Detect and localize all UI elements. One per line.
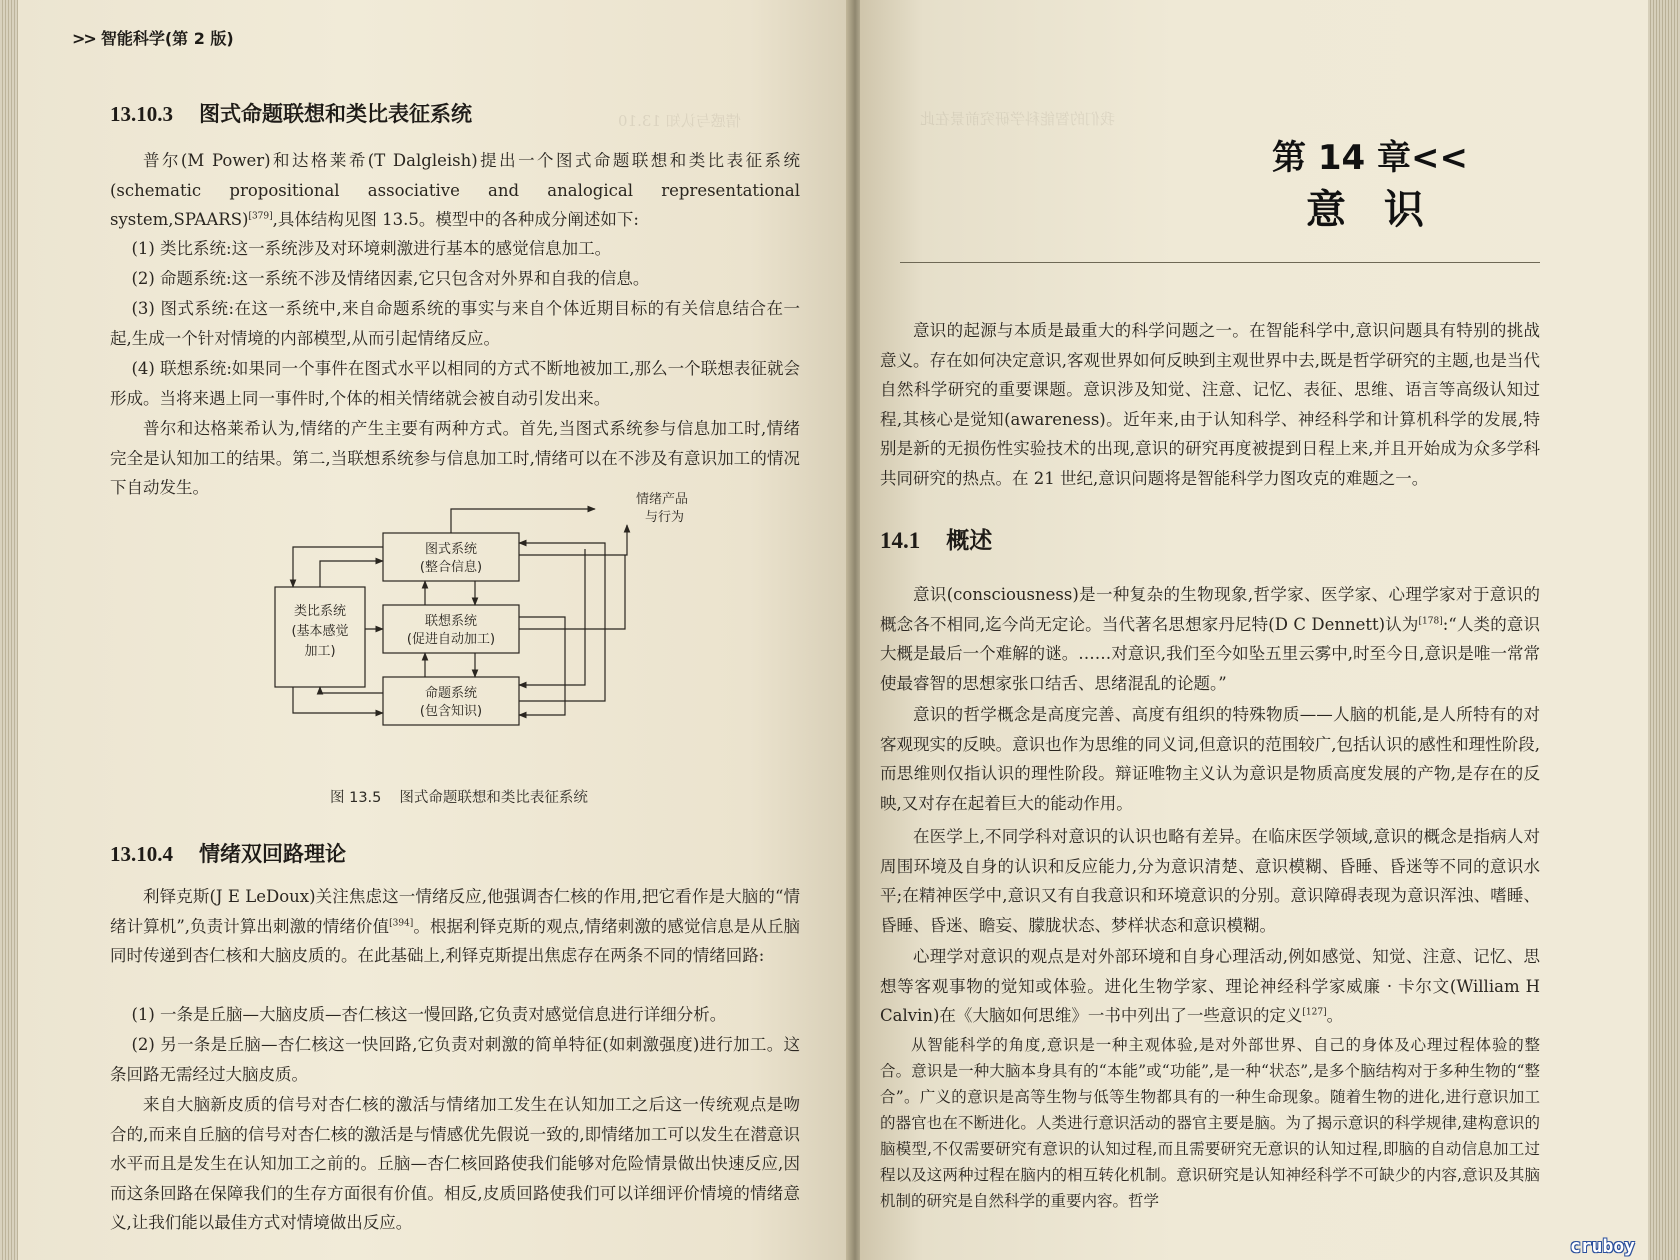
chevron-icon: >> [72, 29, 95, 48]
analog-box-sublabel: (基本感觉 [291, 624, 349, 639]
prop-box-sublabel: (包含知识) [419, 704, 483, 719]
analog-box-label: 类比系统 [293, 604, 347, 619]
prop-to-schema-loop [519, 543, 605, 701]
book-title: 智能科学(第 2 版) [100, 29, 234, 48]
closing-paragraph: 普尔和达格莱希认为,情绪的产生主要有两种方式。首先,当图式系统参与信息加工时,情绪完全是认知加工的结果。第二,当联想系统参与信息加工时,情绪可以在不涉及有意识加工的情况下自动发生。 [110, 419, 800, 497]
analog-box-sublabel2: 加工) [304, 644, 336, 659]
assoc-loop-line [519, 555, 625, 629]
intelligence-science-paragraph: 从智能科学的角度,意识是一种主观体验,是对外部世界、自己的身体及心理过程体验的整合。意识是一种大脑本身具有的“本能”或“功能”,是一种“状态”,是多个脑结构对于多种生物的“整合”。广义的意识是高等生物与低等生物都具有的一种生命现象。随着生物的进化,进行意识加工的器官也在不断进化。人类进行意识活动的器官主要是脑。为了揭示意识的科学规律,建构意识的脑模型,不仅需要研究有意识的认知过程,而且需要研究无意识的认知过程,即脑的自动信息加工过程以及这两种过程在脑内的相互转化机制。意识研究是认知神经科学不可缺少的内容,意识及其脑机制的研究是自然科学的重要内容。哲学 [880, 1036, 1540, 1210]
section-number: 13.10.3 [110, 102, 173, 126]
running-head [72, 26, 234, 49]
section-number: 13.10.4 [110, 842, 173, 866]
list-item: (4) 联想系统:如果同一个事件在图式水平以相同的方式不断地被加工,那么一个联想表征就会形成。当将来遇上同一事件时,个体的相关情绪就会被自动引发出来。 [110, 359, 800, 408]
section-heading-13-10-4 [110, 838, 346, 868]
chapter-rule [900, 262, 1540, 263]
section-heading-14-1 [880, 522, 992, 555]
output-label-line1: 情绪产品 [636, 492, 689, 507]
list-item: (2) 另一条是丘脑—杏仁核这一快回路,它负责对刺激的简单特征(如刺激强度)进行加工。这条回路无需经过大脑皮质。 [110, 1035, 800, 1084]
output-arrow [451, 509, 595, 533]
section-title: 情绪双回路理论 [199, 841, 346, 866]
citation: [394] [389, 918, 414, 928]
output-label-line2: 与行为 [645, 510, 685, 525]
citation: [178] [1418, 616, 1443, 626]
schema-out-arrow [519, 525, 627, 555]
circuit-paragraph: 来自大脑新皮质的信号对杏仁核的激活与情绪加工发生在认知加工之后这一传统观点是吻合的,而来自丘脑的信号对杏仁核的激活是与情感优先假说一致的,即情绪加工可以发生在潜意识水平而且是发生在认知加工之前的。丘脑—杏仁核回路使我们能够对危险情景做出快速反应,因而这条回路在保障我们的生存方面很有价值。相反,皮质回路使我们可以详细评价情境的情绪意义,让我们能以最佳方式对情境做出反应。 [110, 1095, 800, 1232]
show-through-text: 情感与认知 13.10 [618, 112, 741, 130]
chapter-number: 第 14 章<< [1272, 138, 1468, 178]
figure-caption: 图 13.5 图式命题联想和类比表征系统 [330, 790, 588, 806]
assoc-box-label: 联想系统 [424, 614, 478, 629]
page-stack-left-edge [0, 0, 20, 1260]
prop-to-analog-arrow [320, 687, 383, 693]
schema-to-analog-arrow [293, 547, 383, 587]
analog-to-schema-arrow [320, 561, 383, 587]
section-number: 14.1 [880, 528, 921, 553]
section-heading-13-10-3 [110, 98, 472, 128]
medicine-paragraph: 在医学上,不同学科对意识的认识也略有差异。在临床医学领域,意识的概念是指病人对周围环境及自身的认识和反应能力,分为意识清楚、意识模糊、昏睡、昏迷等不同的意识水平;在精神医学中,意识又有自我意识和环境意识的分别。意识障碍表现为意识浑浊、嗜睡、昏睡、昏迷、瞻妄、朦胧状态、梦样状态和意识模糊。 [880, 827, 1540, 935]
intro-paragraph: 普尔(M Power)和达格莱希(T Dalgleish)提出一个图式命题联想和类比表征系统(schematic propositional associative and analogical representational system,SPAARS)[379],具体结构见图 13.5。模型中的各种成分阐述如下: [110, 151, 800, 229]
assoc-to-prop-loop [519, 617, 565, 715]
assoc-box-sublabel: (促进自动加工) [406, 632, 496, 647]
chapter-intro-paragraph: 意识的起源与本质是最重大的科学问题之一。在智能科学中,意识问题具有特别的挑战意义。存在如何决定意识,客观世界如何反映到主观世界中去,既是哲学研究的主题,也是当代自然科学研究的重要课题。意识涉及知觉、注意、记忆、表征、思维、语言等高级认知过程,其核心是觉知(awareness)。近年来,由于认知科学、神经科学和计算机科学的发展,特别是新的无损伤性实验技术的出现,意识的研究再度被提到日程上来,并且开始成为众多学科共同研究的热点。在 21 世纪,意识问题将是智能科学力图攻克的难题之一。 [880, 321, 1540, 488]
list-item: (2) 命题系统:这一系统不涉及情绪因素,它只包含对外界和自我的信息。 [131, 269, 650, 288]
watermark: cruboy [1570, 1236, 1636, 1257]
citation: [127] [1302, 1007, 1327, 1018]
prop-box-label: 命题系统 [424, 686, 478, 701]
citation: [379] [248, 211, 273, 222]
section-title: 图式命题联想和类比表征系统 [199, 101, 472, 126]
left-page [18, 0, 850, 1260]
psychology-paragraph: 心理学对意识的观点是对外部环境和自身心理活动,例如感觉、知觉、注意、记忆、思想等客观事物的觉知或体验。进化生物学家、理论神经科学家威廉 · 卡尔文(William H Calvin)在《大脑如何思维》一书中列出了一些意识的定义[127]。 [880, 947, 1540, 1025]
list-item: (1) 类比系统:这一系统涉及对环境刺激进行基本的感觉信息加工。 [131, 239, 612, 258]
analog-to-prop-arrow [293, 687, 383, 713]
schema-box-sublabel: (整合信息) [419, 560, 483, 575]
chapter-title: 意识 [1306, 187, 1462, 233]
schema-box-label: 图式系统 [424, 542, 478, 557]
page-stack-right-edge [1648, 0, 1680, 1260]
figure-13-5-diagram [275, 492, 805, 780]
list-item: (1) 一条是丘脑—大脑皮质—杏仁核这一慢回路,它负责对感觉信息进行详细分析。 [131, 1005, 727, 1024]
consciousness-paragraph: 意识(consciousness)是一种复杂的生物现象,哲学家、医学家、心理学家对于意识的概念各不相同,迄今尚无定论。当代著名思想家丹尼特(D C Dennett)认为[178]:“人类的意识大概是最后一个难解的谜。……对意识,我们至今如坠五里云雾中,时至今日,意识是唯一常常使最睿智的思想家张口结舌、思绪混乱的论题。” [880, 585, 1540, 693]
philosophy-paragraph: 意识的哲学概念是高度完善、高度有组织的特殊物质——人脑的机能,是人所特有的对客观现实的反映。意识也作为思维的同义词,但意识的范围较广,包括认识的感性和理性阶段,而思维则仅指认识的理性阶段。辩证唯物主义认为意识是物质高度发展的产物,是存在的反映,又对存在起着巨大的能动作用。 [880, 705, 1540, 813]
ledoux-paragraph: 利铎克斯(J E LeDoux)关注焦虑这一情绪反应,他强调杏仁核的作用,把它看作是大脑的“情绪计算机”,负责计算出刺激的情绪价值[394]。根据利铎克斯的观点,情绪刺激的感觉信息是从丘脑同时传递到杏仁核和大脑皮质的。在此基础上,利铎克斯提出焦虑存在两条不同的情绪回路: [110, 887, 800, 965]
section-title: 概述 [946, 527, 993, 554]
show-through-text: 我们的智能科学研究前景在此 [920, 110, 1116, 128]
list-item: (3) 图式系统:在这一系统中,来自命题系统的事实与来自个体近期目标的有关信息结合在一起,生成一个针对情境的内部模型,从而引起情绪反应。 [110, 299, 800, 348]
